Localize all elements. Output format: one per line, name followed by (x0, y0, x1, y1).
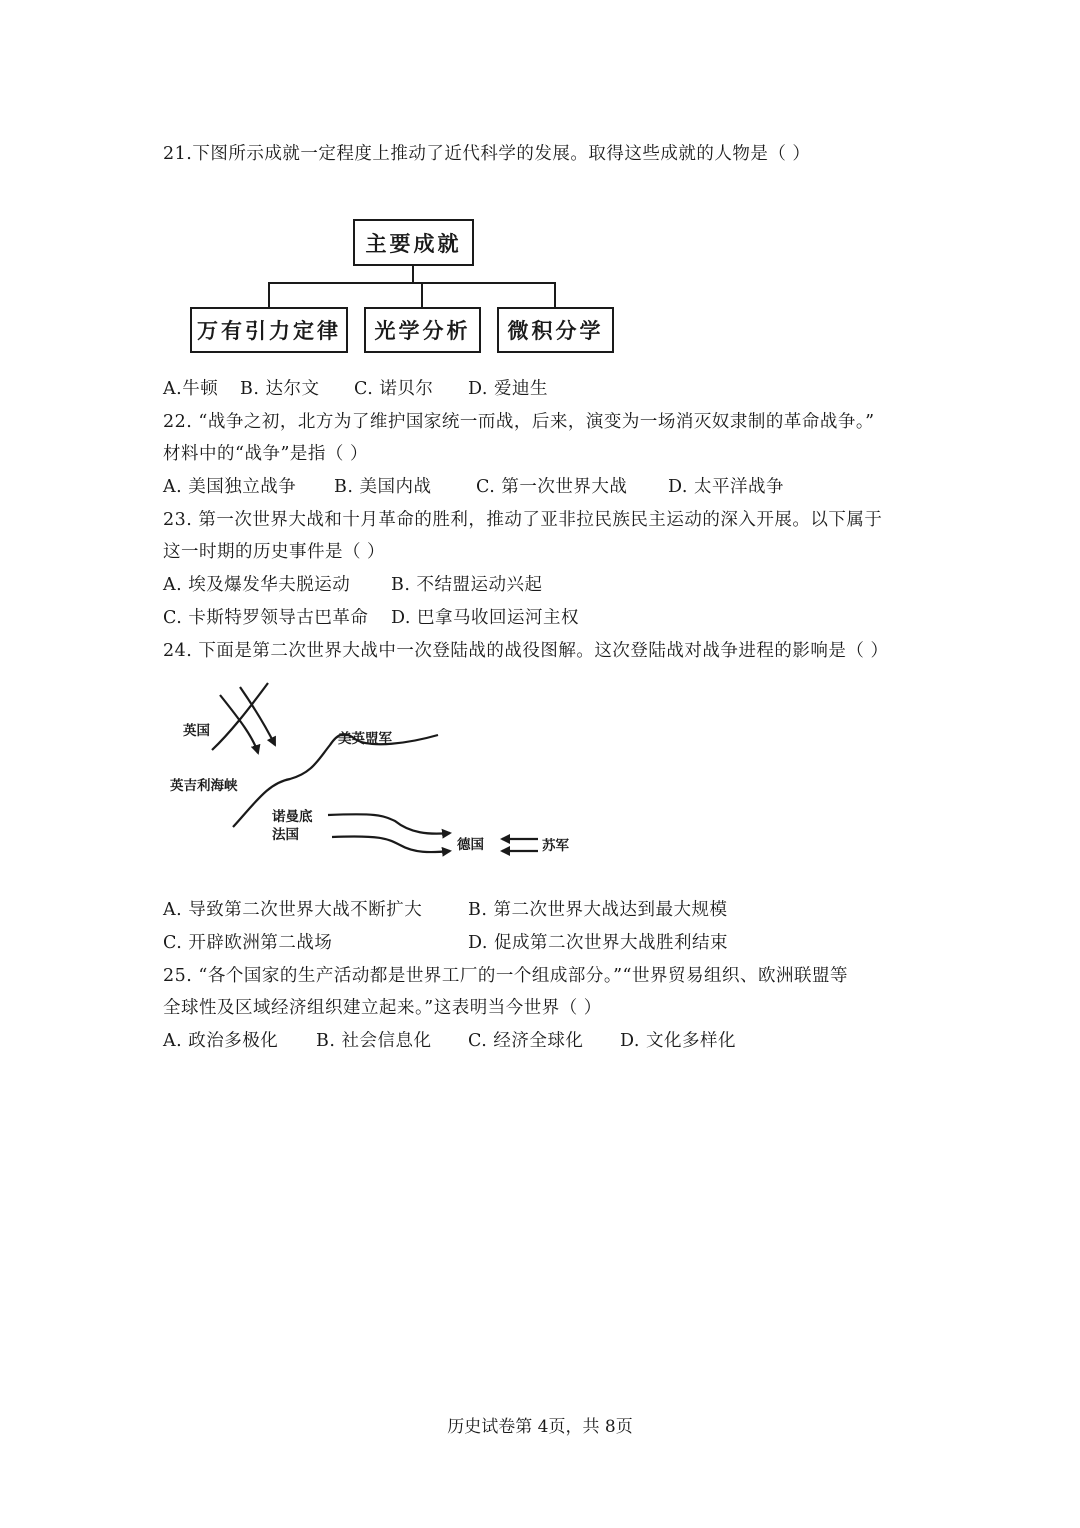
q23-option-c: C. 卡斯特罗领导古巴革命 (163, 608, 369, 628)
q25-stem-line1: 25. “各个国家的生产活动都是世界工厂的一个组成部分。”“世界贸易组织、欧洲联盟等 (163, 966, 848, 986)
q23-stem-line1: 23. 第一次世界大战和十月革命的胜利，推动了亚非拉民族民主运动的深入开展。以下属于 (163, 510, 883, 530)
q25-option-d: D. 文化多样化 (620, 1031, 737, 1051)
q22-option-d: D. 太平洋战争 (668, 477, 785, 497)
q24-stem: 24. 下面是第二次世界大战中一次登陆战的战役图解。这次登陆战对战争进程的影响是（ ） (163, 641, 889, 661)
page-footer: 历史试卷第 4页，共 8页 (447, 1417, 633, 1437)
q24-option-c: C. 开辟欧洲第二战场 (163, 933, 333, 953)
q22-option-a: A. 美国独立战争 (163, 477, 297, 497)
q24-option-a: A. 导致第二次世界大战不断扩大 (163, 900, 423, 920)
q25-option-a: A. 政治多极化 (163, 1031, 279, 1051)
q21-stem: 21.下图所示成就一定程度上推动了近代科学的发展。取得这些成就的人物是（ ） (163, 144, 811, 164)
diagram-connector-middle (421, 282, 423, 308)
diagram-connector-right (554, 282, 556, 308)
q21-option-b: B. 达尔文 (240, 379, 320, 399)
map-label-germany: 德国 (457, 837, 484, 853)
map-label-allies: 美英盟军 (338, 731, 392, 747)
map-label-channel: 英吉利海峡 (170, 778, 238, 794)
q22-option-b: B. 美国内战 (334, 477, 432, 497)
map-label-normandy: 诺曼底 (272, 809, 313, 825)
q25-stem-line2: 全球性及区域经济组织建立起来。”这表明当今世界（ ） (163, 998, 602, 1018)
q25-option-b: B. 社会信息化 (316, 1031, 432, 1051)
q21-option-a: A.牛顿 (163, 379, 219, 399)
q23-option-d: D. 巴拿马收回运河主权 (391, 608, 580, 628)
q23-stem-line2: 这一时期的历史事件是（ ） (163, 542, 386, 562)
diagram-connector-horizontal (268, 282, 555, 284)
q23-option-b: B. 不结盟运动兴起 (391, 575, 543, 595)
advance-arrow-lower (332, 836, 450, 852)
normandy-landing-map (160, 675, 600, 875)
q24-option-b: B. 第二次世界大战达到最大规模 (468, 900, 728, 920)
advance-arrow-upper (328, 814, 450, 833)
map-label-france: 法国 (272, 827, 299, 843)
map-label-britain: 英国 (183, 723, 210, 739)
diagram-child-box-1: 万有引力定律 (190, 307, 348, 353)
diagram-root-box: 主要成就 (353, 219, 474, 266)
q21-option-d: D. 爱迪生 (468, 379, 549, 399)
front-line (233, 734, 438, 827)
diagram-child-box-3: 微积分学 (497, 307, 614, 353)
q25-option-c: C. 经济全球化 (468, 1031, 584, 1051)
q22-option-c: C. 第一次世界大战 (476, 477, 628, 497)
q24-option-d: D. 促成第二次世界大战胜利结束 (468, 933, 729, 953)
q21-option-c: C. 诺贝尔 (354, 379, 434, 399)
diagram-child-box-2: 光学分析 (364, 307, 481, 353)
diagram-connector-left (268, 282, 270, 308)
diagram-connector-vertical (412, 266, 414, 283)
q22-stem-line1: 22. “战争之初，北方为了维护国家统一而战，后来，演变为一场消灭奴隶制的革命战争。” (163, 412, 875, 432)
q22-stem-line2: 材料中的“战争”是指（ ） (163, 444, 368, 464)
q23-option-a: A. 埃及爆发华夫脱运动 (163, 575, 351, 595)
map-label-soviet: 苏军 (542, 838, 569, 854)
